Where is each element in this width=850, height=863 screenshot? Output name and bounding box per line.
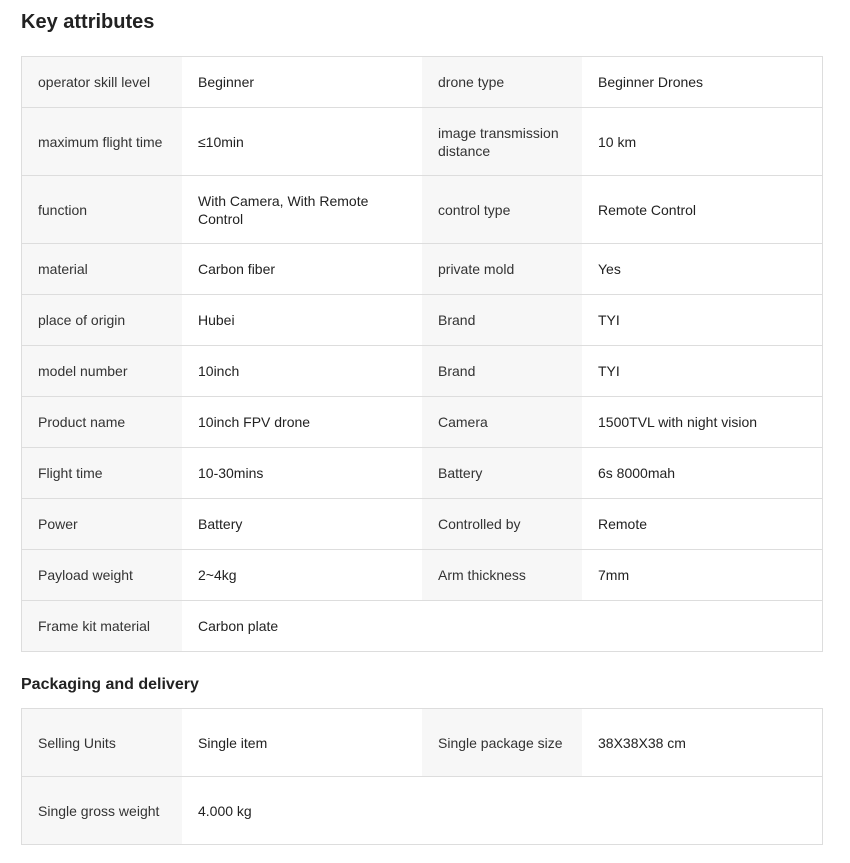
attribute-key: Arm thickness bbox=[422, 550, 582, 600]
attribute-value: TYI bbox=[582, 346, 822, 396]
attribute-key: Single package size bbox=[422, 709, 582, 776]
attribute-key: Brand bbox=[422, 295, 582, 345]
attribute-value: Carbon fiber bbox=[182, 244, 422, 294]
table-row bbox=[22, 396, 822, 447]
attribute-key: image transmission distance bbox=[422, 108, 582, 175]
table-row bbox=[22, 243, 822, 294]
empty-cell bbox=[582, 601, 822, 651]
table-row bbox=[22, 549, 822, 600]
attribute-value: 10-30mins bbox=[182, 448, 422, 498]
attribute-key: Payload weight bbox=[22, 550, 182, 600]
table-row bbox=[22, 107, 822, 175]
attribute-key: material bbox=[22, 244, 182, 294]
attribute-value: 2~4kg bbox=[182, 550, 422, 600]
table-row bbox=[22, 498, 822, 549]
attribute-key: Flight time bbox=[22, 448, 182, 498]
attribute-key: Product name bbox=[22, 397, 182, 447]
table-row bbox=[22, 447, 822, 498]
attribute-key: Single gross weight bbox=[22, 777, 182, 844]
attribute-key: operator skill level bbox=[22, 57, 182, 107]
table-row bbox=[22, 776, 822, 844]
attribute-value: 7mm bbox=[582, 550, 822, 600]
attribute-key: private mold bbox=[422, 244, 582, 294]
attribute-key: Power bbox=[22, 499, 182, 549]
attribute-value: Remote Control bbox=[582, 176, 822, 243]
attribute-key: control type bbox=[422, 176, 582, 243]
attribute-value: 6s 8000mah bbox=[582, 448, 822, 498]
attribute-key: Camera bbox=[422, 397, 582, 447]
attribute-value: 10inch bbox=[182, 346, 422, 396]
attribute-value: Remote bbox=[582, 499, 822, 549]
attribute-value: 10 km bbox=[582, 108, 822, 175]
attribute-value: 10inch FPV drone bbox=[182, 397, 422, 447]
attribute-value: 4.000 kg bbox=[182, 777, 422, 844]
table-row bbox=[22, 345, 822, 396]
key-attributes-heading: Key attributes bbox=[21, 11, 155, 33]
attribute-value: Beginner bbox=[182, 57, 422, 107]
attribute-key: function bbox=[22, 176, 182, 243]
attribute-key: maximum flight time bbox=[22, 108, 182, 175]
table-row bbox=[22, 57, 822, 107]
attribute-value: Beginner Drones bbox=[582, 57, 822, 107]
attribute-value: Single item bbox=[182, 709, 422, 776]
attribute-value: TYI bbox=[582, 295, 822, 345]
empty-cell bbox=[582, 777, 822, 844]
packaging-heading: Packaging and delivery bbox=[21, 676, 199, 693]
attribute-value: 38X38X38 cm bbox=[582, 709, 822, 776]
attribute-value: Battery bbox=[182, 499, 422, 549]
empty-cell bbox=[422, 601, 582, 651]
attribute-key: place of origin bbox=[22, 295, 182, 345]
attribute-key: Frame kit material bbox=[22, 601, 182, 651]
empty-cell bbox=[422, 777, 582, 844]
attribute-key: Selling Units bbox=[22, 709, 182, 776]
attribute-value: Carbon plate bbox=[182, 601, 422, 651]
table-row bbox=[22, 709, 822, 776]
attribute-value: With Camera, With Remote Control bbox=[182, 176, 422, 243]
attribute-key: Battery bbox=[422, 448, 582, 498]
attribute-key: Controlled by bbox=[422, 499, 582, 549]
attribute-value: Yes bbox=[582, 244, 822, 294]
attribute-value: Hubei bbox=[182, 295, 422, 345]
table-row bbox=[22, 175, 822, 243]
attribute-key: Brand bbox=[422, 346, 582, 396]
attribute-value: 1500TVL with night vision bbox=[582, 397, 822, 447]
attribute-key: model number bbox=[22, 346, 182, 396]
table-row bbox=[22, 600, 822, 651]
packaging-table bbox=[21, 708, 823, 845]
attribute-value: ≤10min bbox=[182, 108, 422, 175]
key-attributes-table bbox=[21, 56, 823, 652]
attribute-key: drone type bbox=[422, 57, 582, 107]
table-row bbox=[22, 294, 822, 345]
